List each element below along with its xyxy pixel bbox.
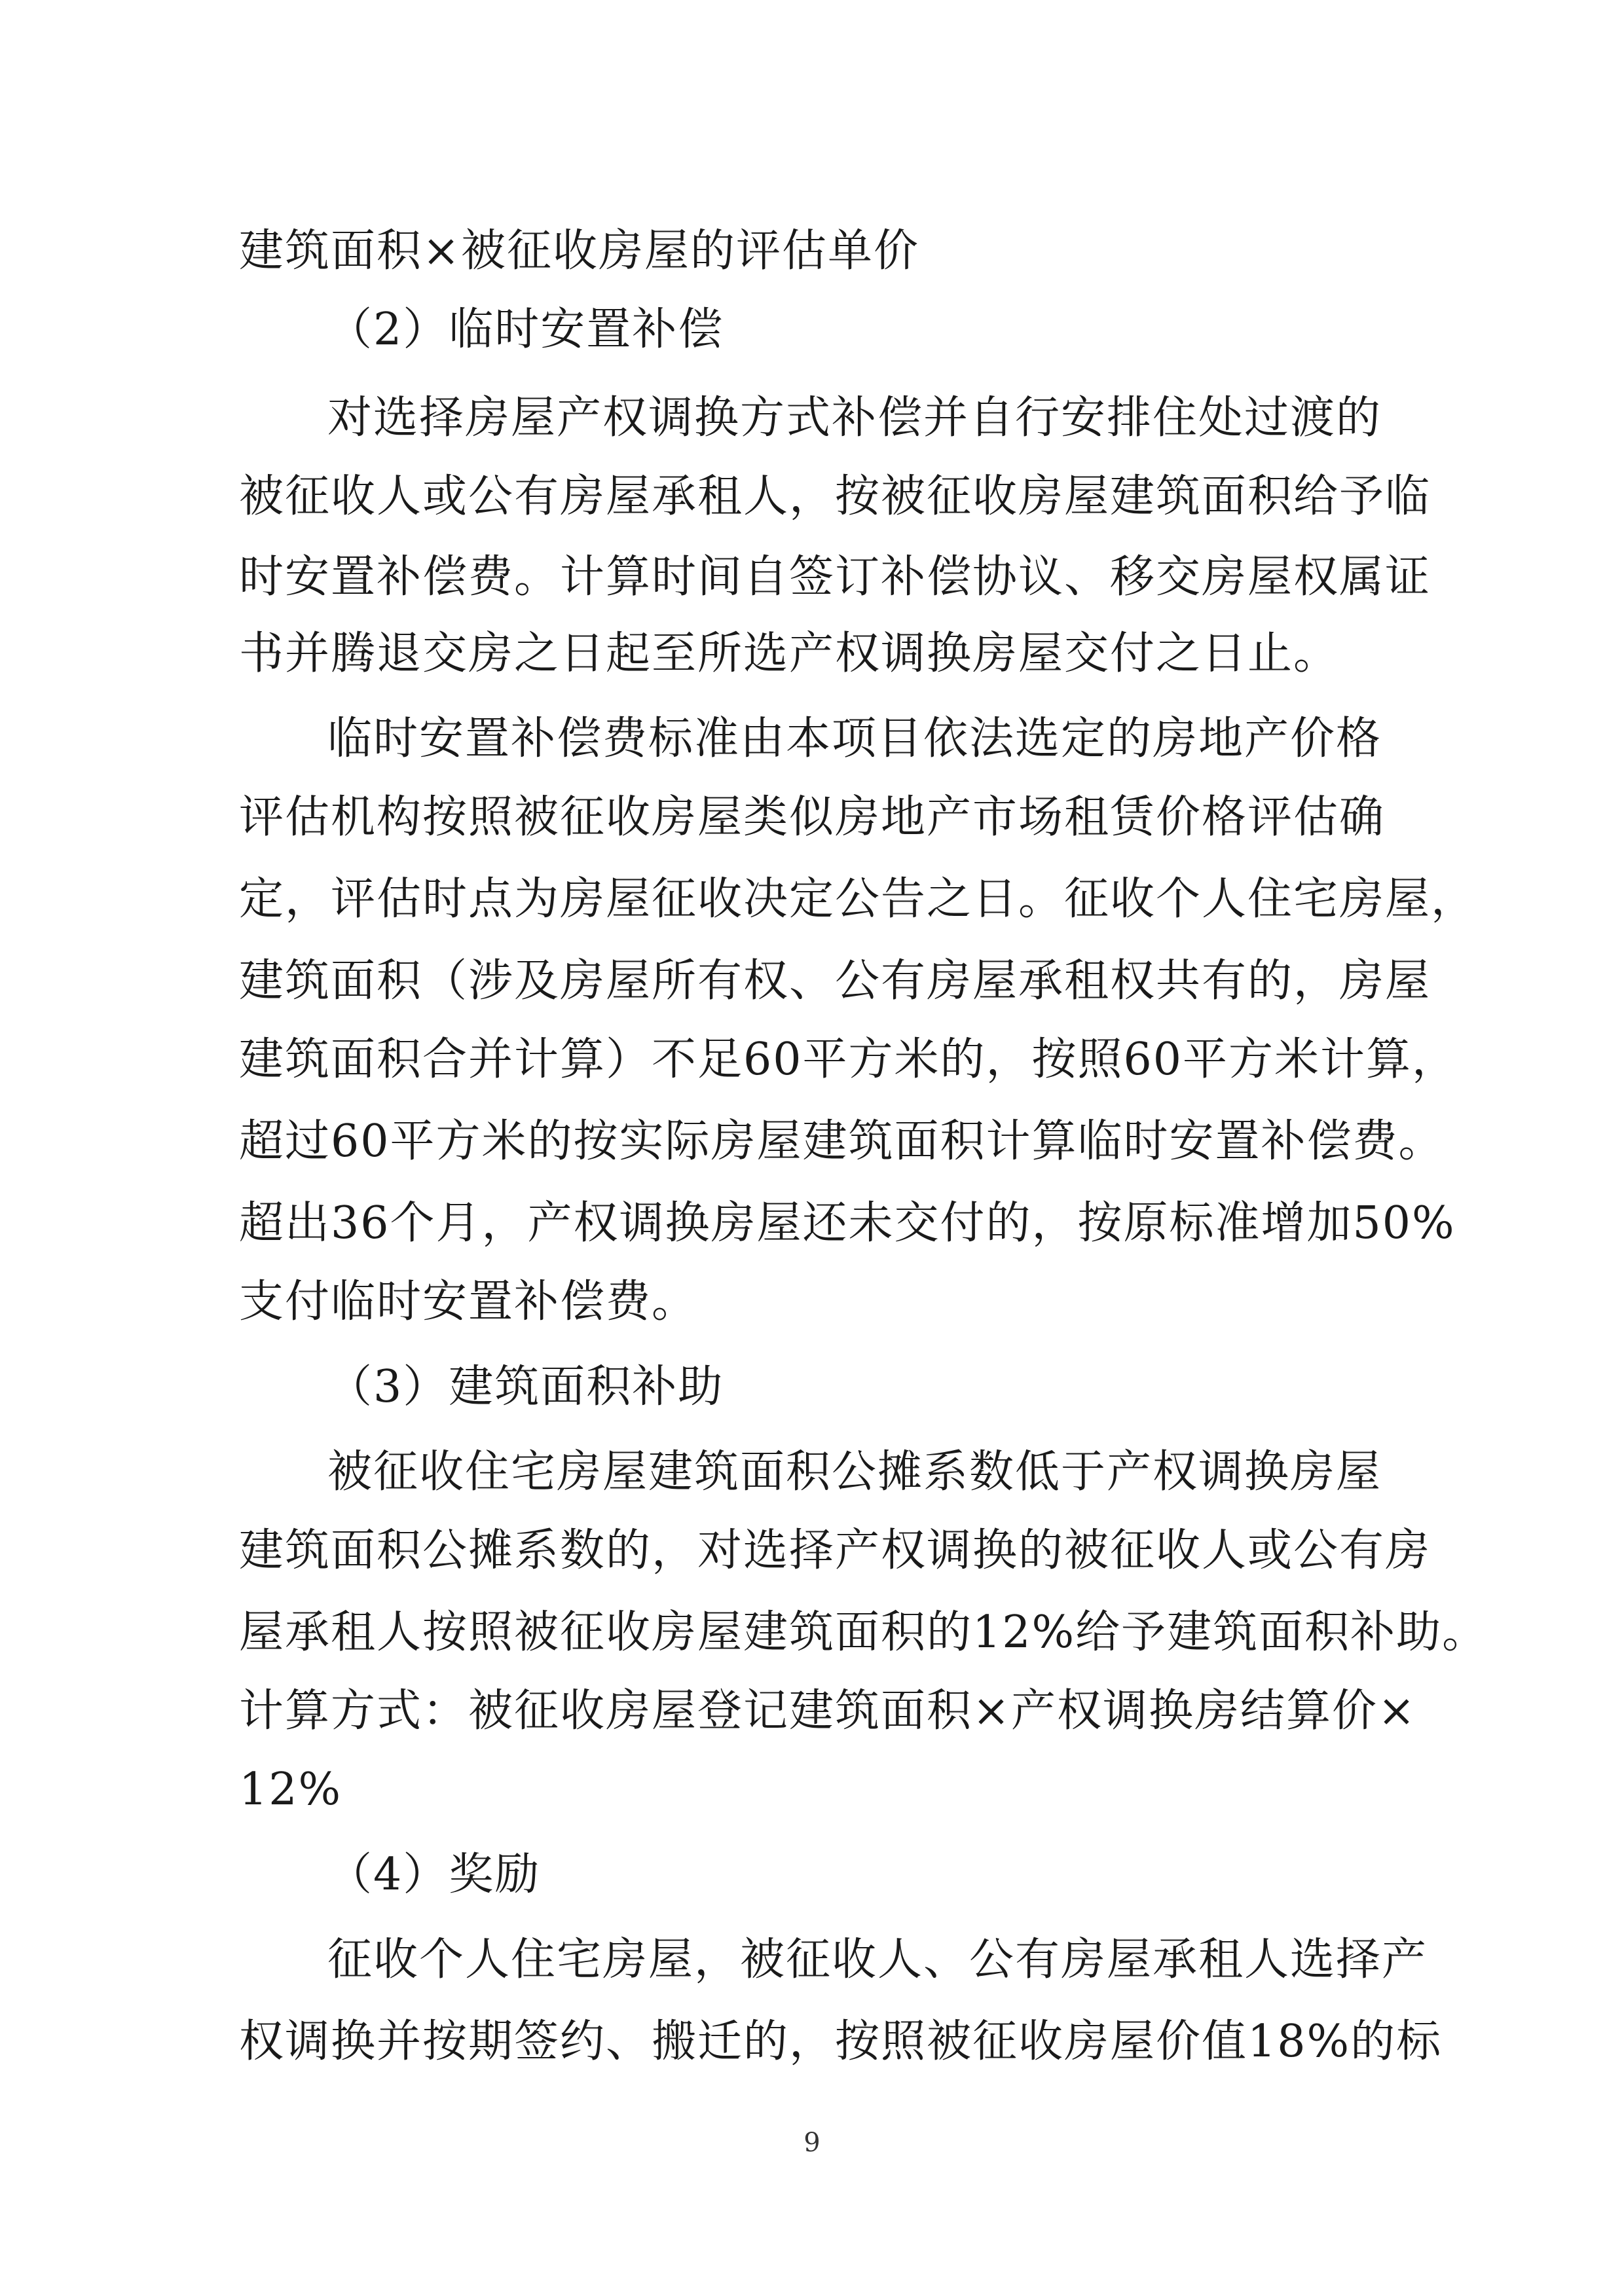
- paragraph-line: 对选择房屋产权调换方式补偿并自行安排住处过渡的: [327, 392, 1382, 444]
- paragraph-line: 超过60平方米的按实际房屋建筑面积计算临时安置补偿费。: [239, 1116, 1445, 1167]
- paragraph-line: 计算方式：被征收房屋登记建筑面积×产权调换房结算价×: [239, 1685, 1416, 1737]
- section-heading: （3）建筑面积补助: [327, 1361, 724, 1413]
- paragraph-line: 屋承租人按照被征收房屋建筑面积的12%给予建筑面积补助。: [239, 1607, 1488, 1658]
- paragraph-line: 支付临时安置补偿费。: [239, 1276, 698, 1328]
- paragraph-line: 12%: [239, 1764, 342, 1815]
- paragraph-line: 征收个人住宅房屋，被征收人、公有房屋承租人选择产: [327, 1934, 1428, 1986]
- paragraph-line: 时安置补偿费。计算时间自签订补偿协议、移交房屋权属证: [239, 551, 1431, 603]
- section-heading: （4）奖励: [327, 1849, 541, 1901]
- paragraph-line: 建筑面积合并计算）不足60平方米的，按照60平方米计算，: [239, 1034, 1458, 1085]
- page-number: 9: [803, 2128, 821, 2158]
- paragraph-line: 建筑面积公摊系数的，对选择产权调换的被征收人或公有房: [239, 1525, 1431, 1576]
- text-line: 建筑面积×被征收房屋的评估单价: [239, 225, 919, 277]
- paragraph-line: 建筑面积（涉及房屋所有权、公有房屋承租权共有的，房屋: [239, 955, 1431, 1007]
- paragraph-line: 书并腾退交房之日起至所选产权调换房屋交付之日止。: [239, 628, 1340, 680]
- paragraph-line: 超出36个月，产权调换房屋还未交付的，按原标准增加50%: [239, 1197, 1456, 1249]
- paragraph-line: 权调换并按期签约、搬迁的，按照被征收房屋价值18%的标: [239, 2016, 1443, 2068]
- paragraph-line: 被征收人或公有房屋承租人，按被征收房屋建筑面积给予临: [239, 471, 1431, 522]
- paragraph-line: 评估机构按照被征收房屋类似房地产市场租赁价格评估确: [239, 792, 1386, 843]
- paragraph-line: 被征收住宅房屋建筑面积公摊系数低于产权调换房屋: [327, 1446, 1382, 1498]
- section-heading: （2）临时安置补偿: [327, 304, 724, 355]
- paragraph-line: 临时安置补偿费标准由本项目依法选定的房地产价格: [327, 713, 1382, 765]
- paragraph-line: 定，评估时点为房屋征收决定公告之日。征收个人住宅房屋，: [239, 873, 1477, 925]
